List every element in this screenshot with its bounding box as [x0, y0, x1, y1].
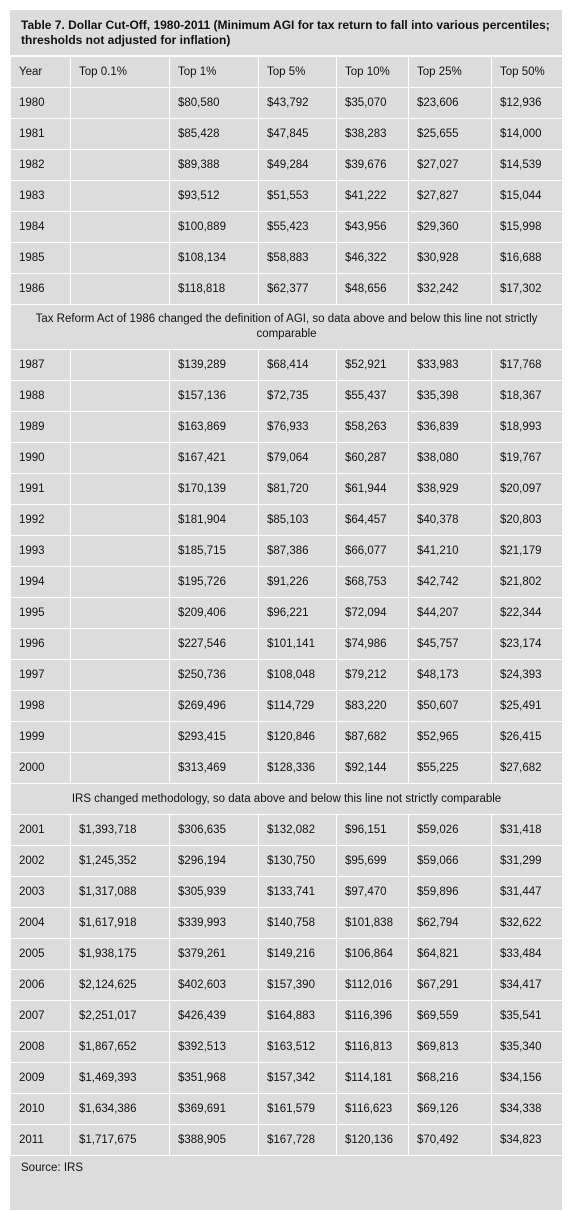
cell-top-10: $41,222: [337, 181, 409, 212]
table-frame: [10, 10, 562, 1210]
cell-year: 2009: [11, 1063, 71, 1094]
cell-top-5: $55,423: [259, 212, 337, 243]
cell-top-5: $96,221: [259, 598, 337, 629]
cell-top-5: $43,792: [259, 88, 337, 119]
cell-top-0-1: [71, 598, 170, 629]
cell-top-0-1: $1,393,718: [71, 815, 170, 846]
table-row: [11, 1094, 563, 1125]
cell-top-50: $22,344: [492, 598, 563, 629]
cell-top-1: $305,939: [170, 877, 259, 908]
cell-top-0-1: [71, 181, 170, 212]
table-row: [11, 660, 563, 691]
cell-top-50: $23,174: [492, 629, 563, 660]
cell-top-5: $62,377: [259, 274, 337, 305]
cell-top-10: $64,457: [337, 505, 409, 536]
table-row: [11, 243, 563, 274]
cell-top-5: $120,846: [259, 722, 337, 753]
cell-top-0-1: [71, 243, 170, 274]
cell-year: 2004: [11, 908, 71, 939]
cell-top-5: $108,048: [259, 660, 337, 691]
cell-top-1: $85,428: [170, 119, 259, 150]
cell-top-25: $55,225: [409, 753, 492, 784]
cell-top-10: $97,470: [337, 877, 409, 908]
cell-top-10: $38,283: [337, 119, 409, 150]
cell-top-50: $16,688: [492, 243, 563, 274]
table-row: [11, 598, 563, 629]
cell-year: 2003: [11, 877, 71, 908]
cell-top-0-1: [71, 381, 170, 412]
cell-top-1: $402,603: [170, 970, 259, 1001]
cell-top-5: $47,845: [259, 119, 337, 150]
cell-top-50: $18,367: [492, 381, 563, 412]
cell-top-0-1: $1,634,386: [71, 1094, 170, 1125]
header-year: Year: [11, 57, 71, 88]
cell-top-0-1: [71, 274, 170, 305]
cell-top-0-1: [71, 150, 170, 181]
cell-top-1: $313,469: [170, 753, 259, 784]
cell-top-1: $339,993: [170, 908, 259, 939]
cutoff-table: [10, 56, 563, 1156]
table-row: [11, 1125, 563, 1156]
cell-top-5: $68,414: [259, 350, 337, 381]
header-top-5: Top 5%: [259, 57, 337, 88]
table-row: [11, 212, 563, 243]
cell-top-1: $163,869: [170, 412, 259, 443]
cell-top-10: $96,151: [337, 815, 409, 846]
cell-top-25: $33,983: [409, 350, 492, 381]
cell-top-10: $61,944: [337, 474, 409, 505]
cell-top-25: $27,027: [409, 150, 492, 181]
cell-top-5: $157,390: [259, 970, 337, 1001]
cell-top-50: $20,097: [492, 474, 563, 505]
cell-top-10: $74,986: [337, 629, 409, 660]
cell-top-10: $87,682: [337, 722, 409, 753]
cell-top-5: $133,741: [259, 877, 337, 908]
cell-top-10: $68,753: [337, 567, 409, 598]
cell-year: 2002: [11, 846, 71, 877]
cell-year: 1982: [11, 150, 71, 181]
table-row: [11, 536, 563, 567]
cell-top-5: $128,336: [259, 753, 337, 784]
cell-top-1: $209,406: [170, 598, 259, 629]
cell-top-10: $116,623: [337, 1094, 409, 1125]
cell-top-50: $12,936: [492, 88, 563, 119]
cell-top-10: $43,956: [337, 212, 409, 243]
source-note: Source: IRS: [21, 1162, 83, 1174]
cell-top-25: $59,896: [409, 877, 492, 908]
cell-top-25: $67,291: [409, 970, 492, 1001]
cell-top-0-1: [71, 350, 170, 381]
comparability-note-row: [11, 784, 563, 815]
cell-top-10: $79,212: [337, 660, 409, 691]
cell-top-25: $27,827: [409, 181, 492, 212]
header-top-1: Top 1%: [170, 57, 259, 88]
cell-top-10: $112,016: [337, 970, 409, 1001]
table-row: [11, 88, 563, 119]
table-row: [11, 443, 563, 474]
cell-top-0-1: [71, 536, 170, 567]
cell-top-5: $161,579: [259, 1094, 337, 1125]
cell-top-0-1: [71, 722, 170, 753]
cell-top-0-1: $1,245,352: [71, 846, 170, 877]
cell-top-25: $50,607: [409, 691, 492, 722]
cell-top-0-1: $1,469,393: [71, 1063, 170, 1094]
cell-top-5: $72,735: [259, 381, 337, 412]
cell-top-50: $21,802: [492, 567, 563, 598]
cell-top-25: $64,821: [409, 939, 492, 970]
cell-top-1: $170,139: [170, 474, 259, 505]
cell-year: 1996: [11, 629, 71, 660]
table-row: [11, 150, 563, 181]
cell-top-50: $25,491: [492, 691, 563, 722]
table-title: Table 7. Dollar Cut-Off, 1980-2011 (Minimum AGI for tax return to fall into various percentiles; thresholds not adjusted for inflation): [10, 10, 562, 56]
cell-top-10: $120,136: [337, 1125, 409, 1156]
cell-top-25: $25,655: [409, 119, 492, 150]
cell-top-1: $185,715: [170, 536, 259, 567]
cell-top-0-1: $1,938,175: [71, 939, 170, 970]
cell-top-1: $227,546: [170, 629, 259, 660]
cell-top-25: $41,210: [409, 536, 492, 567]
cell-top-1: $369,691: [170, 1094, 259, 1125]
cell-top-25: $29,360: [409, 212, 492, 243]
cell-top-10: $39,676: [337, 150, 409, 181]
cell-top-25: $23,606: [409, 88, 492, 119]
cell-year: 1988: [11, 381, 71, 412]
cell-top-0-1: [71, 412, 170, 443]
cell-top-5: $114,729: [259, 691, 337, 722]
cell-top-5: $101,141: [259, 629, 337, 660]
cell-top-0-1: $1,867,652: [71, 1032, 170, 1063]
cell-top-1: $139,289: [170, 350, 259, 381]
cell-year: 2006: [11, 970, 71, 1001]
cell-year: 1983: [11, 181, 71, 212]
cell-top-10: $35,070: [337, 88, 409, 119]
cell-top-1: $195,726: [170, 567, 259, 598]
cell-top-50: $26,415: [492, 722, 563, 753]
comparability-note: IRS changed methodology, so data above and below this line not strictly comparable: [11, 784, 563, 815]
cell-top-0-1: [71, 212, 170, 243]
cell-top-1: $167,421: [170, 443, 259, 474]
cell-top-50: $33,484: [492, 939, 563, 970]
cell-year: 1986: [11, 274, 71, 305]
cell-top-5: $58,883: [259, 243, 337, 274]
cell-top-50: $34,338: [492, 1094, 563, 1125]
cell-top-50: $14,539: [492, 150, 563, 181]
cell-top-25: $35,398: [409, 381, 492, 412]
cell-top-5: $140,758: [259, 908, 337, 939]
table-row: [11, 381, 563, 412]
cell-top-5: $76,933: [259, 412, 337, 443]
cell-top-50: $31,447: [492, 877, 563, 908]
cell-top-10: $106,864: [337, 939, 409, 970]
cell-top-1: $93,512: [170, 181, 259, 212]
cell-top-5: $163,512: [259, 1032, 337, 1063]
cell-top-50: $27,682: [492, 753, 563, 784]
table-row: [11, 877, 563, 908]
cell-top-25: $42,742: [409, 567, 492, 598]
cell-year: 1984: [11, 212, 71, 243]
cell-year: 2001: [11, 815, 71, 846]
cell-top-1: $392,513: [170, 1032, 259, 1063]
cell-year: 1999: [11, 722, 71, 753]
cell-top-25: $69,126: [409, 1094, 492, 1125]
cell-top-50: $31,418: [492, 815, 563, 846]
cell-year: 2011: [11, 1125, 71, 1156]
cell-top-0-1: $1,617,918: [71, 908, 170, 939]
cell-top-50: $19,767: [492, 443, 563, 474]
cell-top-25: $48,173: [409, 660, 492, 691]
cell-top-0-1: [71, 474, 170, 505]
cell-top-0-1: $2,124,625: [71, 970, 170, 1001]
cell-year: 1997: [11, 660, 71, 691]
cell-top-50: $20,803: [492, 505, 563, 536]
table-row: [11, 629, 563, 660]
cell-top-50: $24,393: [492, 660, 563, 691]
cell-top-0-1: [71, 691, 170, 722]
cell-top-5: $167,728: [259, 1125, 337, 1156]
cell-top-10: $60,287: [337, 443, 409, 474]
cell-top-25: $52,965: [409, 722, 492, 753]
table-row: [11, 908, 563, 939]
cell-year: 1989: [11, 412, 71, 443]
cell-top-1: $388,905: [170, 1125, 259, 1156]
cell-top-10: $52,921: [337, 350, 409, 381]
cell-top-25: $69,813: [409, 1032, 492, 1063]
table-row: [11, 846, 563, 877]
table-row: [11, 474, 563, 505]
table-row: [11, 1032, 563, 1063]
cell-top-10: $116,396: [337, 1001, 409, 1032]
cell-top-1: $118,818: [170, 274, 259, 305]
cell-top-1: $80,580: [170, 88, 259, 119]
cell-top-10: $72,094: [337, 598, 409, 629]
cell-year: 1995: [11, 598, 71, 629]
cell-top-50: $34,417: [492, 970, 563, 1001]
cell-top-10: $114,181: [337, 1063, 409, 1094]
cell-top-10: $66,077: [337, 536, 409, 567]
cell-top-0-1: [71, 88, 170, 119]
cell-top-0-1: [71, 629, 170, 660]
table-row: [11, 505, 563, 536]
cell-top-50: $17,302: [492, 274, 563, 305]
cell-top-25: $70,492: [409, 1125, 492, 1156]
cell-top-5: $149,216: [259, 939, 337, 970]
table-row: [11, 815, 563, 846]
cell-year: 2007: [11, 1001, 71, 1032]
cell-top-1: $426,439: [170, 1001, 259, 1032]
header-top-50: Top 50%: [492, 57, 563, 88]
cell-top-25: $36,839: [409, 412, 492, 443]
table-row: [11, 970, 563, 1001]
table-row: [11, 567, 563, 598]
cell-top-50: $35,541: [492, 1001, 563, 1032]
cell-top-50: $14,000: [492, 119, 563, 150]
cell-year: 2010: [11, 1094, 71, 1125]
cell-top-10: $48,656: [337, 274, 409, 305]
header-top-10: Top 10%: [337, 57, 409, 88]
cell-year: 1998: [11, 691, 71, 722]
cell-top-25: $40,378: [409, 505, 492, 536]
cell-top-5: $157,342: [259, 1063, 337, 1094]
table-row: [11, 1001, 563, 1032]
cell-top-25: $38,929: [409, 474, 492, 505]
cell-year: 1994: [11, 567, 71, 598]
header-top-25: Top 25%: [409, 57, 492, 88]
cell-year: 2000: [11, 753, 71, 784]
cell-top-10: $116,813: [337, 1032, 409, 1063]
cell-top-1: $100,889: [170, 212, 259, 243]
cell-top-50: $15,044: [492, 181, 563, 212]
cell-year: 2008: [11, 1032, 71, 1063]
cell-top-25: $30,928: [409, 243, 492, 274]
cell-top-10: $92,144: [337, 753, 409, 784]
cell-top-10: $101,838: [337, 908, 409, 939]
table-row: [11, 274, 563, 305]
cell-top-10: $55,437: [337, 381, 409, 412]
cell-top-1: $306,635: [170, 815, 259, 846]
cell-top-1: $351,968: [170, 1063, 259, 1094]
cell-top-25: $38,080: [409, 443, 492, 474]
cell-top-0-1: [71, 443, 170, 474]
cell-top-0-1: [71, 505, 170, 536]
cell-top-5: $87,386: [259, 536, 337, 567]
cell-top-50: $17,768: [492, 350, 563, 381]
cell-year: 1992: [11, 505, 71, 536]
cell-top-10: $58,263: [337, 412, 409, 443]
table-body: [11, 88, 563, 1156]
cell-top-5: $49,284: [259, 150, 337, 181]
table-row: [11, 722, 563, 753]
cell-top-25: $62,794: [409, 908, 492, 939]
table-row: [11, 412, 563, 443]
cell-top-25: $44,207: [409, 598, 492, 629]
cell-top-0-1: $1,317,088: [71, 877, 170, 908]
table-row: [11, 691, 563, 722]
cell-year: 1991: [11, 474, 71, 505]
cell-top-5: $51,553: [259, 181, 337, 212]
cell-top-25: $68,216: [409, 1063, 492, 1094]
cell-top-1: $181,904: [170, 505, 259, 536]
cell-top-5: $91,226: [259, 567, 337, 598]
cell-top-5: $85,103: [259, 505, 337, 536]
header-row: [11, 57, 563, 88]
cell-top-25: $45,757: [409, 629, 492, 660]
comparability-note-row: [11, 305, 563, 350]
cell-top-5: $130,750: [259, 846, 337, 877]
cell-top-50: $15,998: [492, 212, 563, 243]
cell-top-1: $269,496: [170, 691, 259, 722]
cell-top-25: $59,066: [409, 846, 492, 877]
cell-top-10: $46,322: [337, 243, 409, 274]
cell-top-50: $21,179: [492, 536, 563, 567]
cell-top-50: $31,299: [492, 846, 563, 877]
cell-top-1: $293,415: [170, 722, 259, 753]
cell-top-25: $59,026: [409, 815, 492, 846]
cell-year: 1990: [11, 443, 71, 474]
cell-top-50: $34,823: [492, 1125, 563, 1156]
table-row: [11, 939, 563, 970]
cell-top-0-1: $2,251,017: [71, 1001, 170, 1032]
cell-top-5: $132,082: [259, 815, 337, 846]
cell-year: 1981: [11, 119, 71, 150]
cell-top-0-1: [71, 567, 170, 598]
cell-top-25: $69,559: [409, 1001, 492, 1032]
cell-top-5: $79,064: [259, 443, 337, 474]
cell-year: 1987: [11, 350, 71, 381]
cell-top-5: $164,883: [259, 1001, 337, 1032]
cell-top-50: $34,156: [492, 1063, 563, 1094]
cell-top-0-1: [71, 753, 170, 784]
table-row: [11, 350, 563, 381]
cell-top-1: $89,388: [170, 150, 259, 181]
table-row: [11, 181, 563, 212]
cell-top-0-1: $1,717,675: [71, 1125, 170, 1156]
cell-top-0-1: [71, 660, 170, 691]
cell-top-50: $32,622: [492, 908, 563, 939]
cell-top-50: $18,993: [492, 412, 563, 443]
cell-top-0-1: [71, 119, 170, 150]
cell-top-25: $32,242: [409, 274, 492, 305]
comparability-note: Tax Reform Act of 1986 changed the definition of AGI, so data above and below this line not strictly comparable: [11, 305, 563, 350]
cell-year: 1993: [11, 536, 71, 567]
cell-top-10: $95,699: [337, 846, 409, 877]
cell-top-10: $83,220: [337, 691, 409, 722]
cell-top-1: $379,261: [170, 939, 259, 970]
cell-top-1: $108,134: [170, 243, 259, 274]
cell-top-1: $250,736: [170, 660, 259, 691]
table-row: [11, 753, 563, 784]
cell-top-1: $296,194: [170, 846, 259, 877]
cell-year: 1980: [11, 88, 71, 119]
cell-year: 1985: [11, 243, 71, 274]
table-row: [11, 1063, 563, 1094]
cell-top-1: $157,136: [170, 381, 259, 412]
cell-year: 2005: [11, 939, 71, 970]
table-row: [11, 119, 563, 150]
cell-top-50: $35,340: [492, 1032, 563, 1063]
header-top-0-1: Top 0.1%: [71, 57, 170, 88]
cell-top-5: $81,720: [259, 474, 337, 505]
